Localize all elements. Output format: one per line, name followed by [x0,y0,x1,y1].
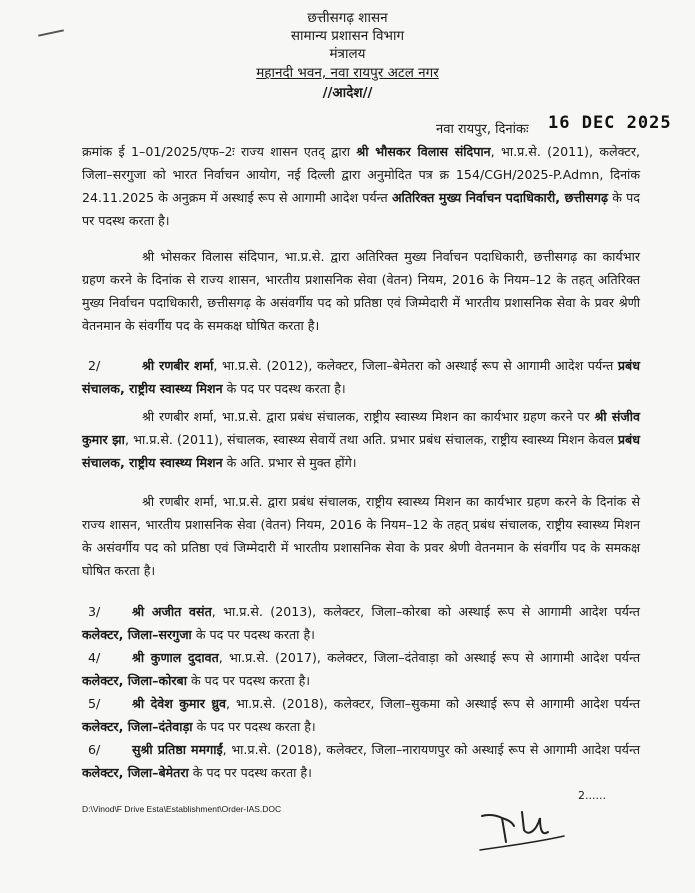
item-3-text-2: के पद पर पदस्थ करता है। [191,627,315,642]
item-2-text-2: के पद पर पदस्थ करता है। [222,381,346,396]
item-2-text [82,354,640,400]
date-line-label: नवा रायपुर, दिनांकः [436,122,529,137]
item-4-bold-1: श्री कुणाल दुदावत [132,650,219,665]
item-3-number: 3/ [88,604,101,619]
item-5-bold-2: कलेक्टर, जिला–दंतेवाड़ा [82,719,193,734]
p3-text-2: , भा.प्र.से. (2011), संचालक, स्वास्थ्य सेवायें तथा अति. प्रभार प्रबंध संचालक, राष्ट्रीय स्वास्थ्य मिशन केवल [124,432,618,447]
p1-bold-1: श्री भौसकर विलास संदिपान [356,144,491,159]
header-government: छत्तीसगढ़ शासन [307,10,388,26]
item-6-bold-1: सुश्री प्रतिष्ठा ममगाईं [132,742,223,757]
item-5-number: 5/ [88,696,101,711]
item-2-bold-2: प्रबंध संचालक, राष्ट्रीय स्वास्थ्य मिशन [82,358,640,396]
p1-bold-2: अतिरिक्त मुख्य निर्वाचन पदाधिकारी, छत्तीसगढ़ [391,190,609,205]
paragraph-1 [82,140,640,232]
paragraph-2: श्री भोसकर विलास संदिपान, भा.प्र.से. द्वारा अतिरिक्त मुख्य निर्वाचन पदाधिकारी, छत्तीसगढ़ का कार्यभार ग्रहण करने के दिनांक से राज्य शासन, भारतीय प्रशासनिक सेवा (वेतन) नियम, 2016 के नियम–12 के तहत् अतिरिक्त मुख्य निर्वाचन पदाधिकारी, छत्तीसगढ़ के असंवर्गीय पद को प्रतिष्ठा एवं जिम्मेदारी में भारतीय प्रशासनिक सेवा के प्रवर श्रेणी वेतनमान के संवर्गीय पद के समकक्ष घोषित करता है। [82,249,640,333]
item-4-number: 4/ [88,650,101,665]
date-stamp: 16 DEC 2025 [548,113,672,133]
p1-text-3: के पद पर पदस्थ करता है। [82,190,640,228]
item-3-text-1: , भा.प्र.से. (2013), कलेक्टर, जिला–कोरबा को अस्थाई रूप से आगामी आदेश पर्यन्त [211,604,640,619]
paragraph-3 [82,405,640,474]
item-6-text-2: के पद पर पदस्थ करता है। [188,765,312,780]
item-4-text [82,646,640,692]
item-5-bold-1: श्री देवेश कुमार ध्रुव [132,696,227,711]
item-6-bold-2: कलेक्टर, जिला–बेमेतरा [82,765,189,780]
item-2-text-1: , भा.प्र.से. (2012), कलेक्टर, जिला–बेमेतरा को अस्थाई रूप से आगामी आदेश पर्यन्त [213,358,618,373]
header-ministry: मंत्रालय [329,46,366,62]
item-6-text [82,738,640,784]
item-6-text-1: , भा.प्र.से. (2018), कलेक्टर, जिला–नारायणपुर को अस्थाई रूप से आगामी आदेश पर्यन्त [222,742,640,757]
paragraph-4: श्री रणबीर शर्मा, भा.प्र.से. द्वारा प्रबंध संचालक, राष्ट्रीय स्वास्थ्य मिशन का कार्यभार ग्रहण करने के दिनांक से राज्य शासन, भारतीय प्रशासनिक सेवा (वेतन) नियम, 2016 के नियम–12 के तहत् प्रबंध संचालक, राष्ट्रीय स्वास्थ्य मिशन के असंवर्गीय पद को प्रतिष्ठा एवं जिम्मेदारी में भारतीय प्रशासनिक सेवा के प्रवर श्रेणी वेतनमान के संवर्गीय पद के समकक्ष घोषित करता है। [82,494,640,578]
item-3-text [82,600,640,646]
p1-text-2: , भा.प्र.से. (2011), कलेक्टर, जिला–सरगुजा को भारत निर्वाचन आयोग, नई दिल्ली द्वारा अनुमोदित पत्र क्र 154/CGH/2025-P.Admn, दिनांक 24.11.2025 के अनुक्रम में अस्थाई रूप से आगामी आदेश पर्यन्त [82,144,640,205]
item-5-text-2: के पद पर पदस्थ करता है। [192,719,316,734]
item-2-number: 2/ [88,358,101,373]
header-address: महानदी भवन, नवा रायपुर अटल नगर [256,65,439,81]
item-5-text-1: , भा.प्र.से. (2018), कलेक्टर, जिला–सुकमा को अस्थाई रूप से आगामी आदेश पर्यन्त [226,696,641,711]
item-6-number: 6/ [88,742,101,757]
signature-mark [478,806,568,858]
item-3-bold-1: श्री अजीत वसंत [132,604,212,619]
item-5-text [82,692,640,738]
page-continuation: 2...... [578,789,606,802]
item-4-text-2: के पद पर पदस्थ करता है। [186,673,311,688]
header-order-title: //आदेश// [322,85,373,101]
p1-text-1: क्रमांक ई 1–01/2025/एफ–2ः राज्य शासन एतद् द्वारा [82,144,357,159]
p3-bold-2: प्रबंध संचालक, राष्ट्रीय स्वास्थ्य मिशन [82,432,640,470]
p3-bold-1: श्री संजीव कुमार झा [82,409,641,447]
item-3-bold-2: कलेक्टर, जिला–सरगुजा [82,627,192,642]
header-department: सामान्य प्रशासन विभाग [290,28,405,44]
p3-text-3: के अति. प्रभार से मुक्त होंगे। [222,455,357,470]
p3-text-1: श्री रणबीर शर्मा, भा.प्र.से. द्वारा प्रबंध संचालक, राष्ट्रीय स्वास्थ्य मिशन का कार्यभार ग्रहण करने पर [142,409,595,424]
item-4-bold-2: कलेक्टर, जिला–कोरबा [82,673,187,688]
item-4-text-1: , भा.प्र.से. (2017), कलेक्टर, जिला–दंतेवाड़ा को अस्थाई रूप से आगामी आदेश पर्यन्त [218,650,640,665]
footer-file-path: D:\Vinod\F Drive Esta\Establishment\Order-IAS.DOC [82,804,282,814]
item-2-bold-1: श्री रणबीर शर्मा [142,358,214,373]
